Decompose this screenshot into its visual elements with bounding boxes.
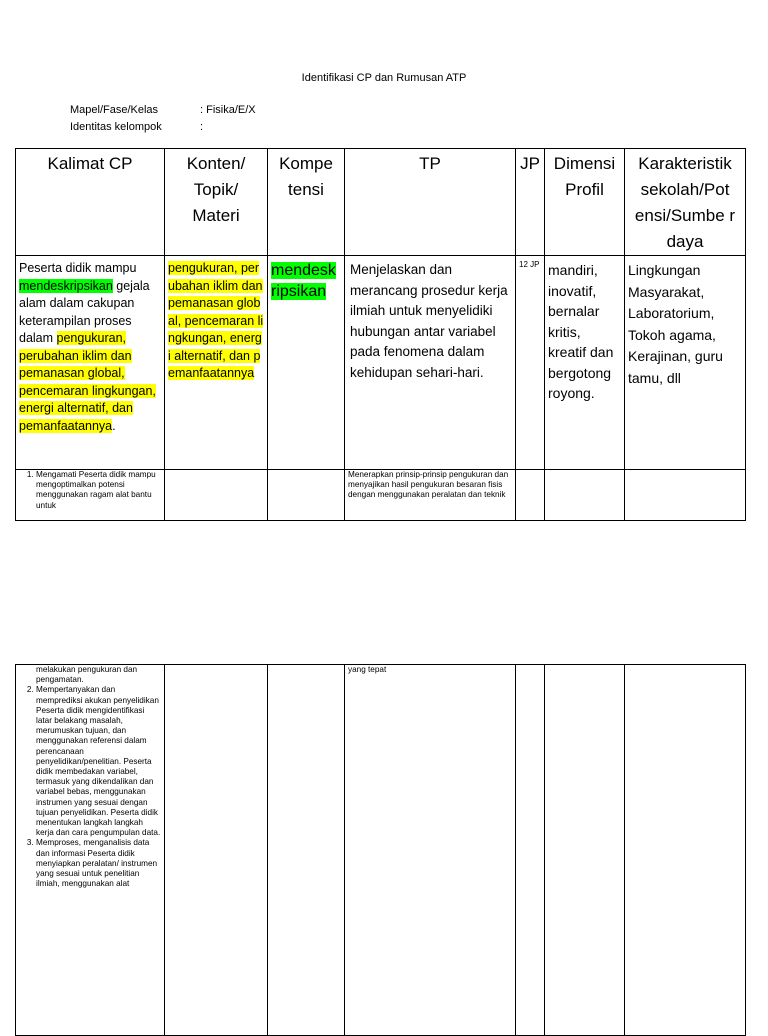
meta-mapel-label: Mapel/Fase/Kelas <box>70 104 159 116</box>
cell-empty <box>516 665 545 1036</box>
cell-steps <box>16 470 165 521</box>
cell-tp-step: Menerapkan prinsip-prinsip pengukuran dan menyajikan hasil pengukuran besaran fisis dengan menggunakan peralatan dan teknik <box>345 470 516 521</box>
cell-jp: 12 JP <box>516 256 545 470</box>
cell-empty <box>268 665 345 1036</box>
konten-highlight: pengukuran, perubahan iklim dan pemanasan global, pencemaran lingkungan, energi alternatif, dan pemanfaatannya <box>168 261 264 380</box>
header-jp: JP <box>516 149 545 256</box>
cell-karakteristik: Lingkungan Masyarakat, Laboratorium, Tokoh agama, Kerajinan, guru tamu, dll <box>625 256 746 470</box>
cell-kalimat-cp <box>16 256 165 470</box>
table-row <box>16 256 746 470</box>
list-item: 3. Memproses, menganalisis data dan informasi Peserta didik menyiapkan peralatan/ instrumen yang sesuai untuk penelitian ilmiah, menggunakan alat <box>36 838 161 889</box>
cell-empty <box>545 665 625 1036</box>
kompetensi-highlight: mendeskripsikan <box>271 262 336 300</box>
meta-kelompok <box>70 121 203 133</box>
cell-empty <box>625 665 746 1036</box>
cp-highlight-topics: pengukuran, perubahan iklim dan pemanasan global, pencemaran lingkungan, energi alternatif, dan pemanfaatannya <box>19 331 156 433</box>
table-header-row <box>16 149 746 256</box>
cp-text-1: Peserta didik mampu <box>19 261 137 275</box>
list-item: 1. Mengamati Peserta didik mampu mengoptimalkan potensi menggunakan ragam alat bantu untuk <box>36 470 161 511</box>
cell-tp: Menjelaskan dan merancang prosedur kerja ilmiah untuk menyelidiki hubungan antar variabel pada fenomena dalam kehidupan sehari-hari. <box>345 256 516 470</box>
cell-empty <box>165 665 268 1036</box>
header-dimensi: Dimensi Profil <box>545 149 625 256</box>
cell-tp-continued: yang tepat <box>345 665 516 1036</box>
meta-mapel <box>70 104 256 116</box>
header-kompetensi: Kompe tensi <box>268 149 345 256</box>
cp-text-3: . <box>112 418 116 433</box>
list-item: 2. Mempertanyakan dan memprediksi akukan penyelidikan Peserta didik mengidentifikasi latar belakang masalah, merumuskan tujuan, dan menggunakan referensi dalam perencanaan penyelidikan/penelitian. Peserta didik membedakan variabel, termasuk yang dikendalikan dan variabel bebas, menggunakan instrumen yang sesuai dengan tujuan penyelidikan. Peserta didik menentukan langkah langkah kerja dan cara pengumpulan data. <box>36 685 161 838</box>
header-tp: TP <box>345 149 516 256</box>
table-row <box>16 665 746 1036</box>
cell-konten <box>165 256 268 470</box>
cp-atp-table <box>15 148 746 521</box>
cell-dimensi: mandiri, inovatif, bernalar kritis, kreatif dan bergotong royong. <box>545 256 625 470</box>
cell-empty <box>545 470 625 521</box>
header-karakteristik: Karakteristik sekolah/Pot ensi/Sumbe r daya <box>625 149 746 256</box>
cp-highlight-verb: mendeskripsikan <box>19 278 113 293</box>
header-konten: Konten/ Topik/ Materi <box>165 149 268 256</box>
document-title: Identifikasi CP dan Rumusan ATP <box>301 72 467 84</box>
cell-steps-continued <box>16 665 165 1036</box>
cell-empty <box>625 470 746 521</box>
cell-empty <box>516 470 545 521</box>
table-row <box>16 470 746 521</box>
cell-empty <box>165 470 268 521</box>
header-kalimat-cp: Kalimat CP <box>16 149 165 256</box>
meta-kelompok-label: Identitas kelompok <box>70 121 162 133</box>
cell-empty <box>268 470 345 521</box>
meta-mapel-value: : Fisika/E/X <box>200 104 256 116</box>
continuation-text: melakukan pengukuran dan pengamatan. <box>36 665 138 685</box>
cp-text-2: gejala alam dalam cakupan keterampilan proses dalam <box>19 278 150 345</box>
cell-kompetensi <box>268 256 345 470</box>
meta-kelompok-value: : <box>200 121 204 133</box>
cp-atp-table-continued <box>15 664 746 1036</box>
